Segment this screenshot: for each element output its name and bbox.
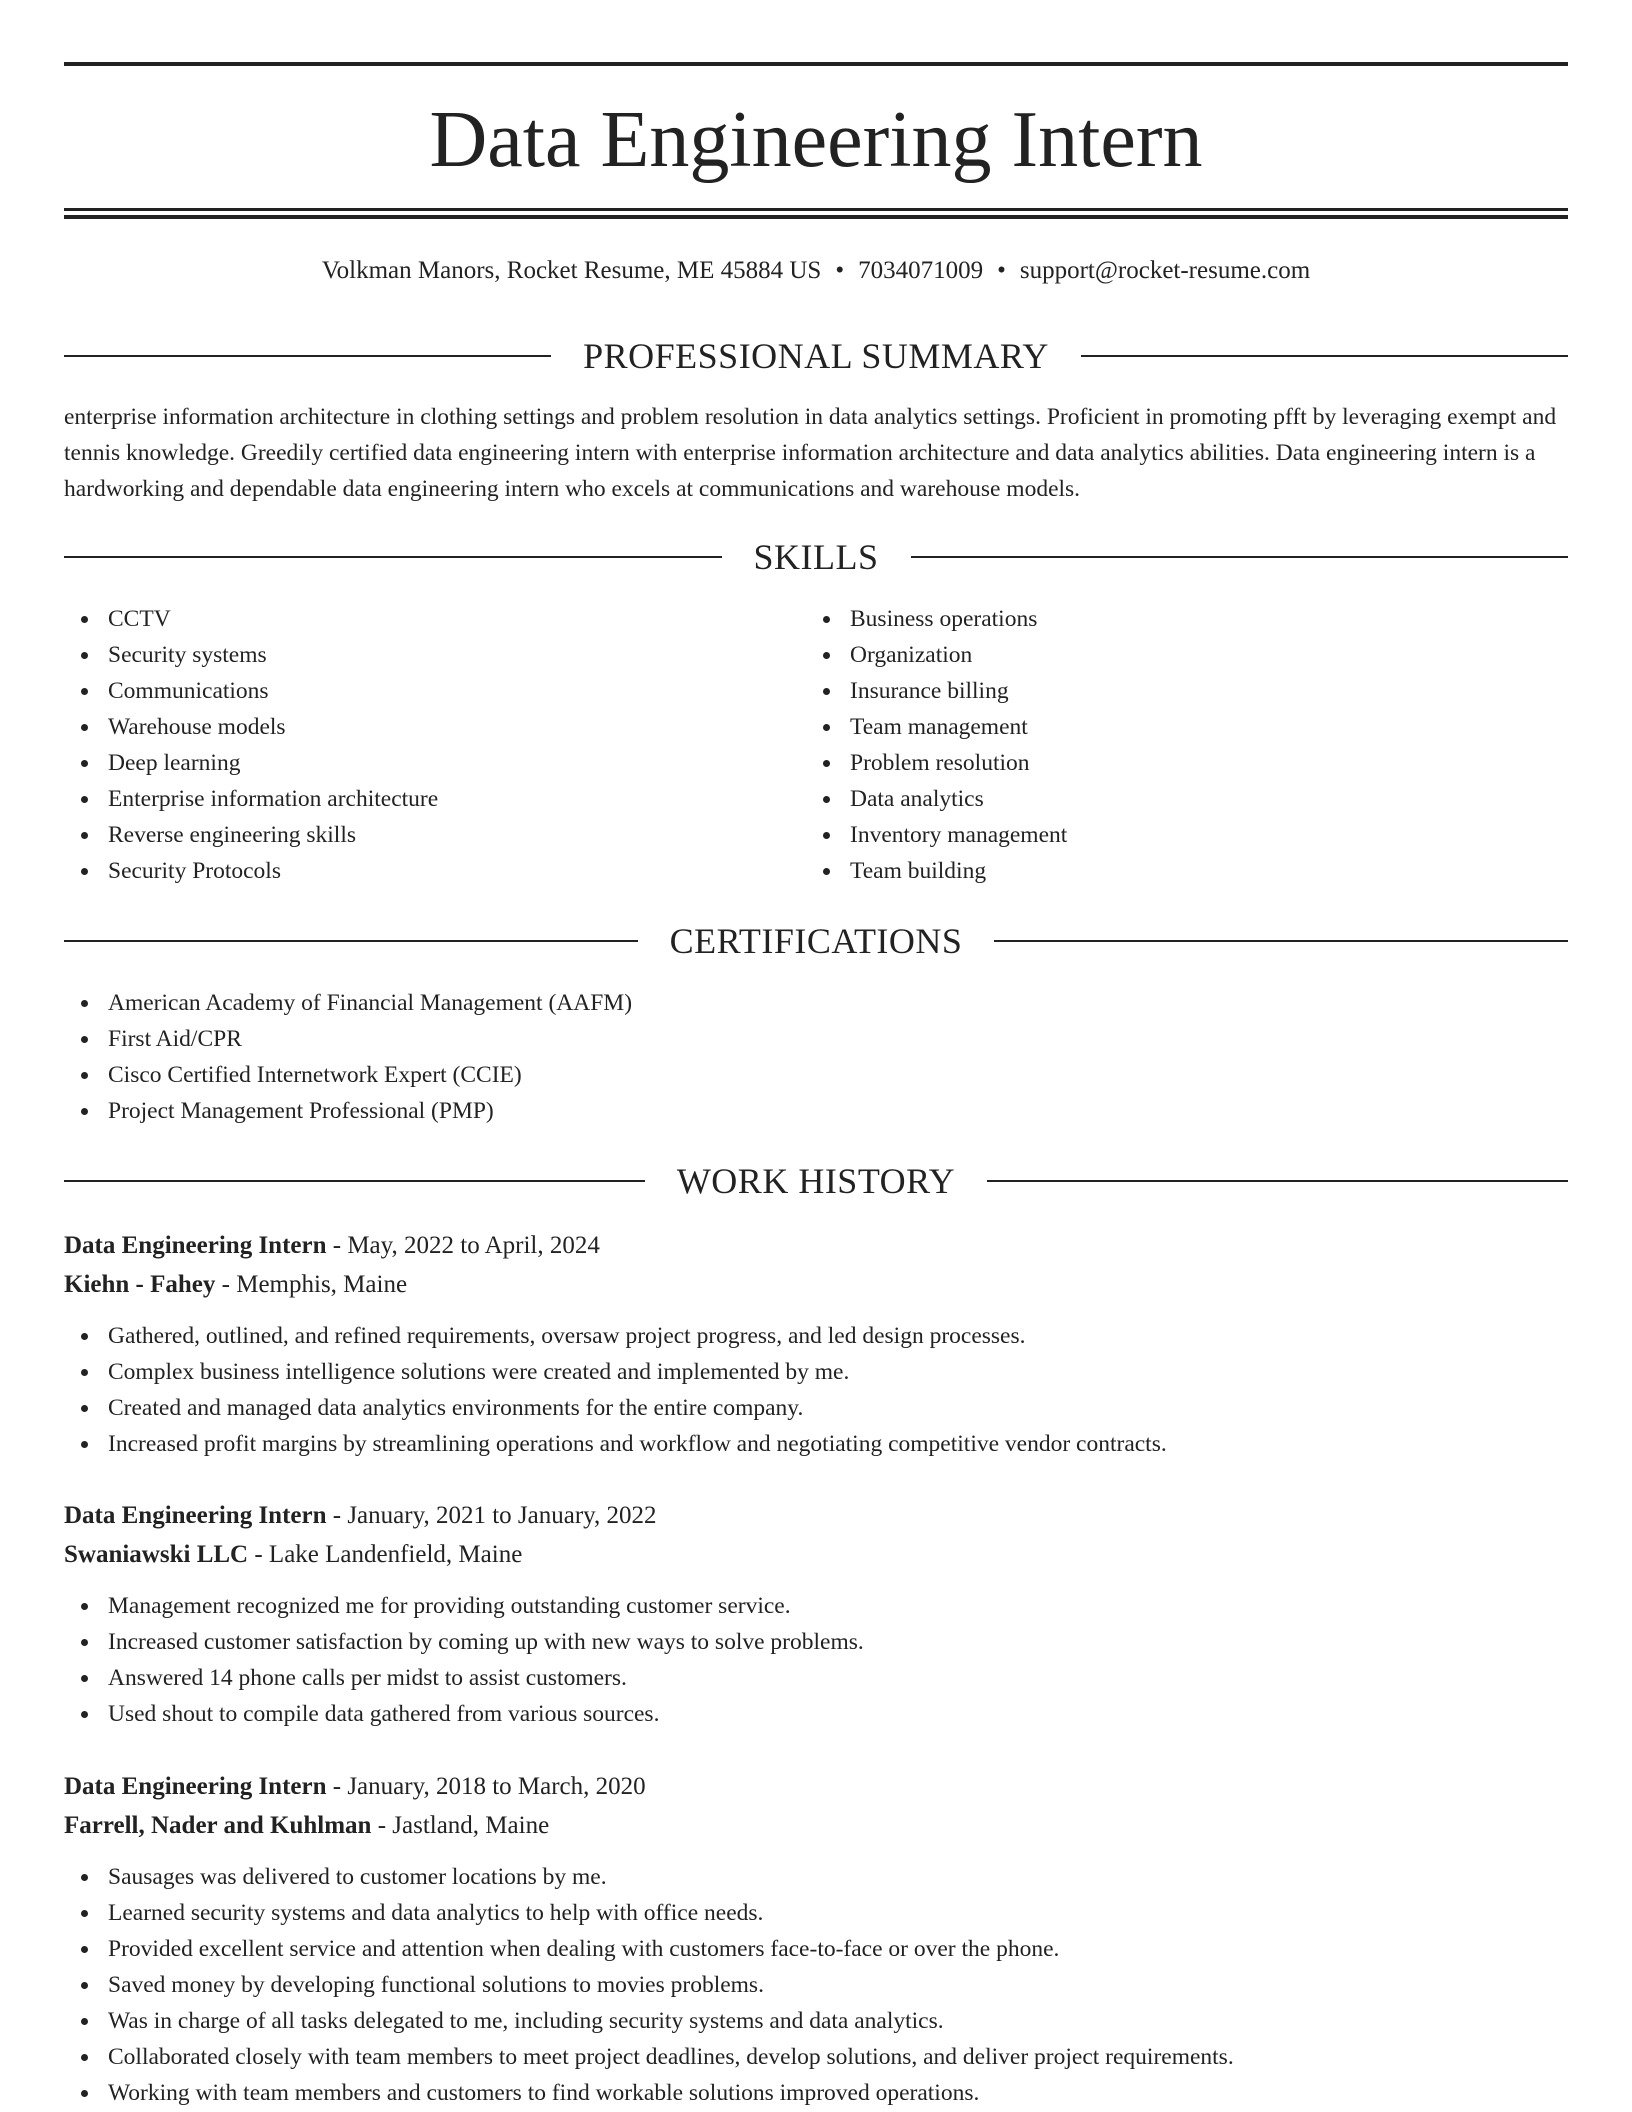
job-entry [64, 1226, 1568, 1462]
job-bullet: Working with team members and customers to find workable solutions improved operations. [108, 2075, 1568, 2111]
skill-item: Reverse engineering skills [108, 817, 848, 853]
skill-item: Team building [850, 853, 1590, 889]
skill-item: Enterprise information architecture [108, 781, 848, 817]
skill-item: Organization [850, 637, 1590, 673]
resume-title: Data Engineering Intern [429, 96, 1203, 184]
contact-separator: • [997, 257, 1006, 284]
contact-line [64, 253, 1568, 289]
job-bullet: Used shout to compile data gathered from various sources. [108, 1696, 1568, 1732]
job-location: - Memphis, Maine [215, 1271, 408, 1298]
job-bullet: Complex business intelligence solutions were created and implemented by me. [108, 1354, 1568, 1390]
certification-item: Project Management Professional (PMP) [108, 1093, 1612, 1129]
contact-address: Volkman Manors, Rocket Resume, ME 45884 US [321, 257, 822, 284]
certifications-heading [64, 919, 1568, 963]
job-bullet: Provided excellent service and attention when dealing with customers face-to-face or over the phone. [108, 1931, 1568, 1967]
job-bullet: Saved money by developing functional solutions to movies problems. [108, 1967, 1568, 2003]
certification-item: American Academy of Financial Management (AAFM) [108, 985, 1612, 1021]
job-company: Farrell, Nader and Kuhlman [64, 1812, 372, 1839]
heading-rule-right [994, 940, 1568, 942]
job-dates: - May, 2022 to April, 2024 [326, 1232, 600, 1259]
job-bullet: Gathered, outlined, and refined requirements, oversaw project progress, and led design processes. [108, 1318, 1568, 1354]
job-company: Kiehn - Fahey [64, 1271, 216, 1298]
job-dates: - January, 2018 to March, 2020 [326, 1773, 646, 1800]
job-company-line [64, 1265, 1568, 1304]
certifications-list [64, 985, 1612, 1129]
skills-list-right [806, 601, 1590, 889]
job-title-line [64, 1767, 1568, 1806]
skill-item: Security systems [108, 637, 848, 673]
job-bullet: Collaborated closely with team members to meet project deadlines, develop solutions, and deliver project requirements. [108, 2039, 1568, 2075]
header-double-rule-lower [64, 215, 1568, 219]
work-history-heading-label: WORK HISTORY [676, 1161, 956, 1201]
job-title: Data Engineering Intern [64, 1232, 327, 1259]
job-bullet: Increased profit margins by streamlining operations and workflow and negotiating competitive vendor contracts. [108, 1426, 1568, 1462]
job-title: Data Engineering Intern [64, 1773, 327, 1800]
certification-item: First Aid/CPR [108, 1021, 1612, 1057]
skill-item: Deep learning [108, 745, 848, 781]
skill-item: Data analytics [850, 781, 1590, 817]
skill-item: Problem resolution [850, 745, 1590, 781]
job-entry [64, 1496, 1568, 1732]
skill-item: Team management [850, 709, 1590, 745]
job-bullets [64, 1859, 1568, 2111]
job-entry [64, 1767, 1568, 2111]
heading-rule-right [1081, 355, 1568, 357]
contact-phone: 7034071009 [858, 257, 984, 284]
heading-rule-right [987, 1180, 1568, 1182]
work-history-heading [64, 1159, 1568, 1203]
job-dates: - January, 2021 to January, 2022 [326, 1502, 657, 1529]
job-bullets [64, 1318, 1568, 1462]
summary-heading-label: PROFESSIONAL SUMMARY [583, 336, 1049, 376]
contact-email[interactable]: support@rocket-resume.com [1019, 257, 1311, 284]
skills-heading [64, 535, 1568, 579]
skills-heading-label: SKILLS [753, 537, 879, 577]
job-location: - Lake Landenfield, Maine [248, 1541, 523, 1568]
skill-item: Insurance billing [850, 673, 1590, 709]
skill-item: Communications [108, 673, 848, 709]
header-top-rule [64, 62, 1568, 66]
job-bullet: Created and managed data analytics environments for the entire company. [108, 1390, 1568, 1426]
job-title-line [64, 1226, 1568, 1265]
skill-item: Business operations [850, 601, 1590, 637]
certifications-heading-label: CERTIFICATIONS [669, 921, 963, 961]
job-bullet: Was in charge of all tasks delegated to me, including security systems and data analytics. [108, 2003, 1568, 2039]
heading-rule-left [64, 1180, 645, 1182]
heading-rule-right [911, 556, 1569, 558]
job-title-line [64, 1496, 1568, 1535]
job-bullet: Increased customer satisfaction by coming up with new ways to solve problems. [108, 1624, 1568, 1660]
job-company: Swaniawski LLC [64, 1541, 249, 1568]
job-company-line [64, 1806, 1568, 1845]
skills-list-left [64, 601, 848, 889]
job-bullet: Answered 14 phone calls per midst to assist customers. [108, 1660, 1568, 1696]
contact-separator: • [835, 257, 845, 284]
skill-item: Inventory management [850, 817, 1590, 853]
heading-rule-left [64, 556, 722, 558]
heading-rule-left [64, 940, 638, 942]
skill-item: CCTV [108, 601, 848, 637]
header-double-rule-upper [64, 208, 1568, 211]
certification-item: Cisco Certified Internetwork Expert (CCIE) [108, 1057, 1612, 1093]
job-location: - Jastland, Maine [371, 1812, 550, 1839]
skill-item: Warehouse models [108, 709, 848, 745]
job-bullets [64, 1588, 1568, 1732]
summary-heading [64, 334, 1568, 378]
job-company-line [64, 1535, 1568, 1574]
job-bullet: Sausages was delivered to customer locations by me. [108, 1859, 1568, 1895]
heading-rule-left [64, 355, 551, 357]
job-title: Data Engineering Intern [64, 1502, 327, 1529]
summary-text: enterprise information architecture in clothing settings and problem resolution in data analytics settings. Proficient in promoting pfft by leveraging exempt and tennis knowledge. Greedily certified data engineering intern with enterprise information architecture and data analytics abilities. Data engineering intern is a hardworking and dependable data engineering intern who excels at communications and warehouse models. [64, 404, 1557, 502]
job-bullet: Learned security systems and data analytics to help with office needs. [108, 1895, 1568, 1931]
skill-item: Security Protocols [108, 853, 848, 889]
job-bullet: Management recognized me for providing outstanding customer service. [108, 1588, 1568, 1624]
